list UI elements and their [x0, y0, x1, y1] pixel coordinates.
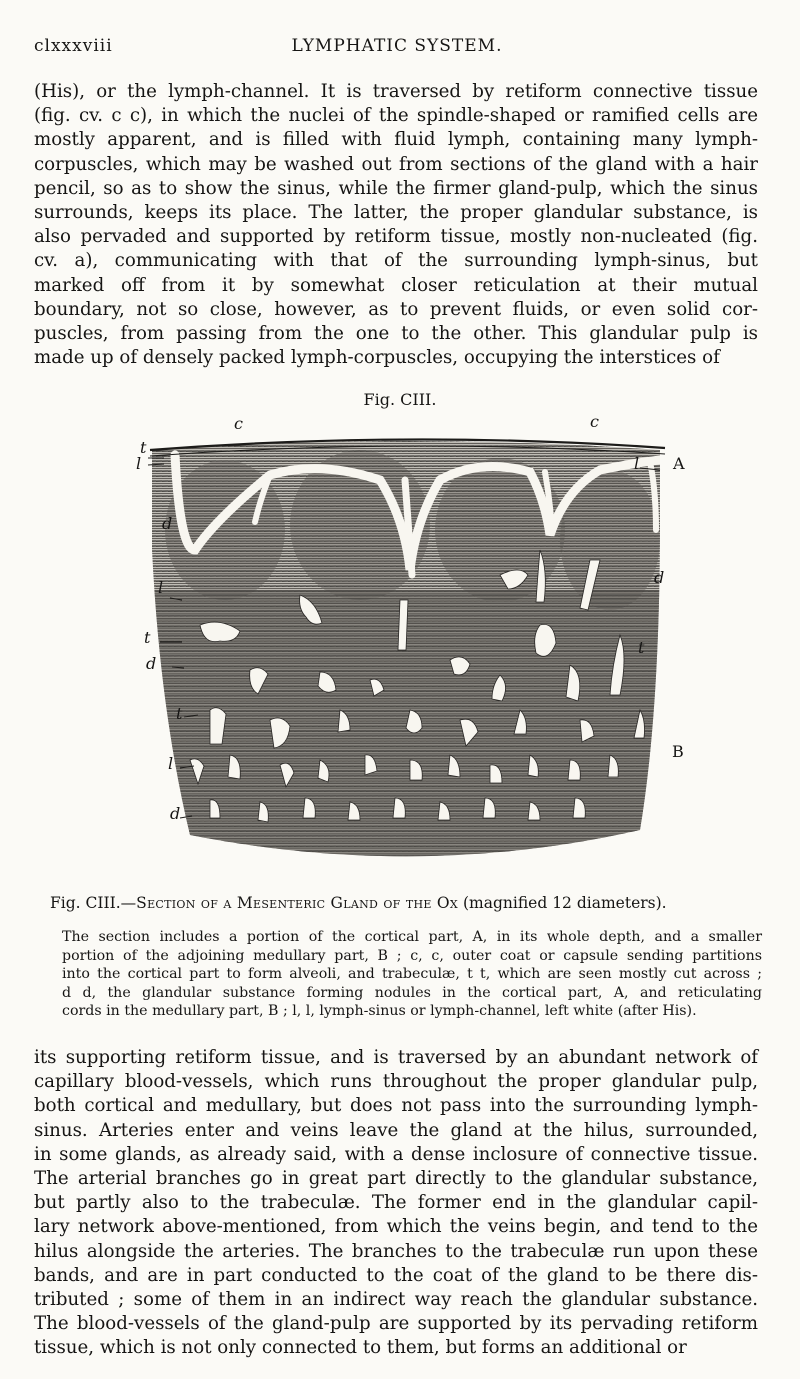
figure-label-c: c — [590, 412, 599, 431]
figure-label-l: l — [168, 754, 174, 773]
text-line: capillary blood-vessels, which runs throughout the proper glandular pulp, — [34, 1071, 758, 1093]
text-line: made up of densely packed lymph-corpuscles, occupying the interstices of — [34, 347, 720, 369]
figure-label-c: c — [234, 414, 243, 433]
text-line: hilus alongside the arteries. The branches to the trabeculæ run upon these — [34, 1240, 758, 1262]
text-line: puscles, from passing from the one to the other. This glandular pulp is — [34, 323, 758, 345]
figure-label-d: d — [654, 568, 665, 587]
text-line: mostly apparent, and is filled with fluid lymph, containing many lymph- — [34, 129, 758, 151]
text-line: but partly also to the trabeculæ. The former end in the glandular capil- — [34, 1192, 758, 1214]
figure-label-B: B — [672, 742, 684, 761]
figure-label-d: d — [170, 804, 181, 823]
figure-label-t: t — [144, 628, 151, 647]
text-line: marked off from it by somewhat closer reticulation at their mutual — [34, 274, 758, 296]
page-number: clxxxviii — [34, 36, 113, 56]
figure-label-t: t — [140, 438, 147, 457]
caption-title: Section of a Mesenteric Gland of the Ox — [136, 894, 459, 912]
figure-label-l: l — [158, 578, 164, 597]
paragraph-bottom — [34, 1046, 758, 1361]
text-line: lary network above-mentioned, from which the veins begin, and tend to the — [34, 1216, 758, 1238]
paragraph-top — [34, 80, 758, 370]
text-line: (fig. cv. c c), in which the nuclei of the spindle-shaped or ramified cells are — [34, 105, 758, 127]
text-line: tributed ; some of them in an indirect way reach the glandular substance. — [34, 1289, 758, 1311]
text-line: surrounds, keeps its place. The latter, the proper glandular substance, is — [34, 202, 758, 224]
text-line: sinus. Arteries enter and veins leave the gland at the hilus, surrounded, — [34, 1119, 758, 1141]
text-line: also pervaded and supported by retiform tissue, mostly non-nucleated (fig. — [34, 226, 758, 248]
figure-label: Fig. CIII. — [363, 390, 437, 409]
text-line: boundary, not so close, however, as to prevent fluids, or even solid cor- — [34, 298, 758, 320]
text-line: The blood-vessels of the gland-pulp are supported by its pervading retiform — [34, 1313, 758, 1335]
caption-suffix: (magnified 12 diameters). — [458, 894, 667, 912]
text-line: tissue, which is not only connected to them, but forms an additional or — [34, 1337, 687, 1359]
caption-line: The section includes a portion of the cortical part, A, in its whole depth, and a smaller — [62, 929, 762, 945]
text-line: cv. a), communicating with that of the surrounding lymph-sinus, but — [34, 250, 758, 272]
caption-line: d d, the glandular substance forming nodules in the cortical part, A, and reticulating — [62, 984, 762, 1001]
caption-lead: Fig. CIII.— — [50, 894, 137, 912]
figure-label-t: t — [176, 704, 183, 723]
figure-label-t: t — [638, 638, 645, 657]
figure-illustration — [120, 410, 700, 890]
figure-label-A: A — [673, 454, 685, 473]
running-title: LYMPHATIC SYSTEM. — [291, 36, 503, 56]
text-line: (His), or the lymph-channel. It is traversed by retiform connective tissue — [34, 81, 758, 102]
running-head — [34, 36, 760, 60]
figure-caption-title — [50, 894, 770, 912]
figure-label-d: d — [162, 514, 173, 533]
text-line: its supporting retiform tissue, and is traversed by an abundant network of — [34, 1047, 758, 1068]
text-line: The arterial branches go in great part directly to the glandular substance, — [34, 1168, 758, 1190]
caption-line: into the cortical part to form alveoli, and trabeculæ, t t, which are seen mostly cut across ; — [62, 966, 762, 983]
caption-line: portion of the adjoining medullary part, B ; c, c, outer coat or capsule sending partitions — [62, 947, 762, 964]
text-line: pencil, so as to show the sinus, while the firmer gland-pulp, which the sinus — [34, 177, 758, 199]
figure-label-l: l — [634, 454, 640, 473]
text-line: bands, and are in part conducted to the coat of the gland to be there dis- — [34, 1264, 758, 1286]
text-line: both cortical and medullary, but does not pass into the surrounding lymph- — [34, 1095, 758, 1117]
caption-line: cords in the medullary part, B ; l, l, lymph-sinus or lymph-channel, left white (after His). — [62, 1003, 697, 1020]
text-line: in some glands, as already said, with a dense inclosure of connective tissue. — [34, 1143, 758, 1165]
figure-label-d: d — [146, 654, 157, 673]
figure-caption-body — [62, 928, 762, 1021]
figure-label-l: l — [136, 454, 142, 473]
text-line: corpuscles, which may be washed out from sections of the gland with a hair — [34, 153, 758, 175]
gland-section-engraving — [120, 410, 700, 890]
